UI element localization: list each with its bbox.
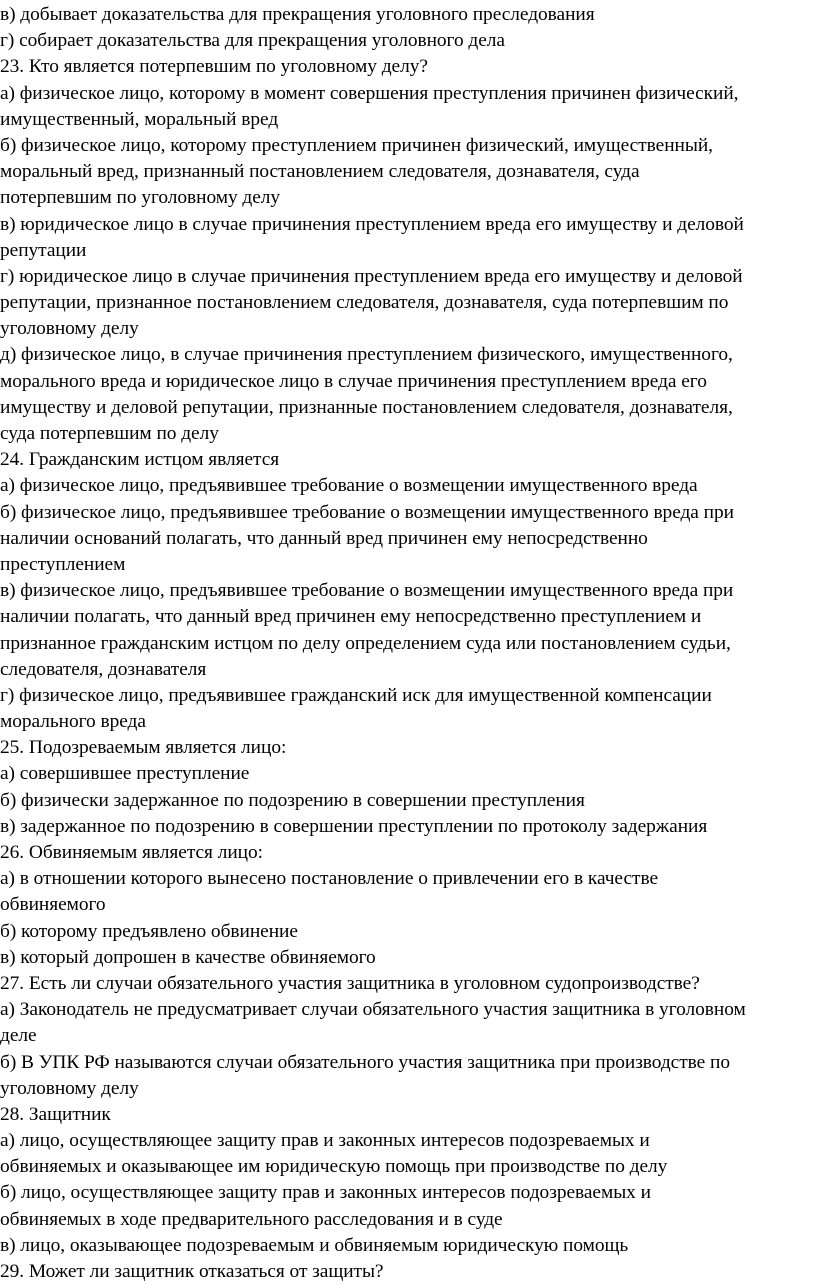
text-line: деле xyxy=(0,1025,37,1047)
question-heading: 27. Есть ли случаи обязательного участия защитника в уголовном судопроизводстве? xyxy=(0,972,700,994)
text-line: б) лицо, осуществляющее защиту прав и законных интересов подозреваемых и xyxy=(0,1182,651,1204)
text-line: а) в отношении которого вынесено постановление о привлечении его в качестве xyxy=(0,868,659,890)
text-line: моральный вред, признанный постановлением следователя, дознавателя, суда xyxy=(0,161,640,183)
text-line: в) физическое лицо, предъявившее требование о возмещении имущественного вреда при xyxy=(0,580,734,602)
text-line: репутации, признанное постановлением следователя, дознавателя, суда потерпевшим по xyxy=(0,292,729,314)
text-line: суда потерпевшим по делу xyxy=(0,423,219,444)
text-line: в) юридическое лицо в случае причинения преступлением вреда его имуществу и деловой xyxy=(0,213,744,235)
text-line: потерпевшим по уголовному делу xyxy=(0,187,281,209)
text-line: а) Законодатель не предусматривает случаи обязательного участия защитника в уголовном xyxy=(0,999,746,1021)
text-line: г) собирает доказательства для прекращения уголовного дела xyxy=(0,30,505,52)
text-line: а) физическое лицо, предъявившее требование о возмещении имущественного вреда xyxy=(0,475,698,497)
text-line: в) задержанное по подозрению в совершении преступлении по протоколу задержания xyxy=(0,815,708,837)
text-line: в) добывает доказательства для прекращения уголовного преследования xyxy=(0,4,595,25)
text-line: б) физическое лицо, предъявившее требование о возмещении имущественного вреда при xyxy=(0,501,734,523)
text-line: следователя, дознавателя xyxy=(0,658,207,680)
question-heading: 25. Подозреваемым является лицо: xyxy=(0,737,287,759)
text-line: в) лицо, оказывающее подозреваемым и обвиняемым юридическую помощь xyxy=(0,1234,629,1256)
question-heading: 23. Кто является потерпевшим по уголовному делу? xyxy=(0,56,428,78)
text-line: г) юридическое лицо в случае причинения преступлением вреда его имуществу и деловой xyxy=(0,265,743,287)
text-line: б) В УПК РФ называются случаи обязательного участия защитника при производстве по xyxy=(0,1051,730,1073)
text-line: обвиняемого xyxy=(0,894,106,916)
text-line: а) совершившее преступление xyxy=(0,763,250,785)
text-line: преступлением xyxy=(0,553,126,575)
text-line: в) который допрошен в качестве обвиняемого xyxy=(0,946,376,968)
text-line: уголовному делу xyxy=(0,318,139,340)
text-line: г) физическое лицо, предъявившее гражданский иск для имущественной компенсации xyxy=(0,684,712,706)
text-line: б) физическое лицо, которому преступлением причинен физический, имущественный, xyxy=(0,134,713,156)
text-line: а) физическое лицо, которому в момент совершения преступления причинен физический, xyxy=(0,82,739,104)
text-line: б) которому предъявлено обвинение xyxy=(0,920,298,942)
text-line: наличии оснований полагать, что данный вред причинен ему непосредственно xyxy=(0,527,648,549)
text-line: морального вреда xyxy=(0,711,146,733)
text-line: б) физически задержанное по подозрению в совершении преступления xyxy=(0,789,585,811)
text-line: обвиняемых и оказывающее им юридическую помощь при производстве по делу xyxy=(0,1156,668,1178)
text-line: имуществу и деловой репутации, признанные постановлением следователя, дознавателя, xyxy=(0,396,733,418)
text-line: д) физическое лицо, в случае причинения преступлением физического, имущественного, xyxy=(0,344,733,366)
text-line: а) лицо, осуществляющее защиту прав и законных интересов подозреваемых и xyxy=(0,1130,650,1152)
text-line: наличии полагать, что данный вред причинен ему непосредственно преступлением и xyxy=(0,606,702,628)
text-line: морального вреда и юридическое лицо в случае причинения преступлением вреда его xyxy=(0,370,707,392)
text-line: репутации xyxy=(0,239,87,261)
question-heading: 26. Обвиняемым является лицо: xyxy=(0,842,263,863)
text-line: признанное гражданским истцом по делу определением суда или постановлением судьи, xyxy=(0,632,731,654)
text-line: имущественный, моральный вред xyxy=(0,108,279,130)
text-line: уголовному делу xyxy=(0,1077,139,1099)
document-body xyxy=(0,2,816,1285)
question-heading: 28. Защитник xyxy=(0,1103,111,1125)
text-line: обвиняемых в ходе предварительного расследования и в суде xyxy=(0,1208,503,1230)
question-heading: 29. Может ли защитник отказаться от защиты? xyxy=(0,1261,384,1282)
question-heading: 24. Гражданским истцом является xyxy=(0,449,280,471)
